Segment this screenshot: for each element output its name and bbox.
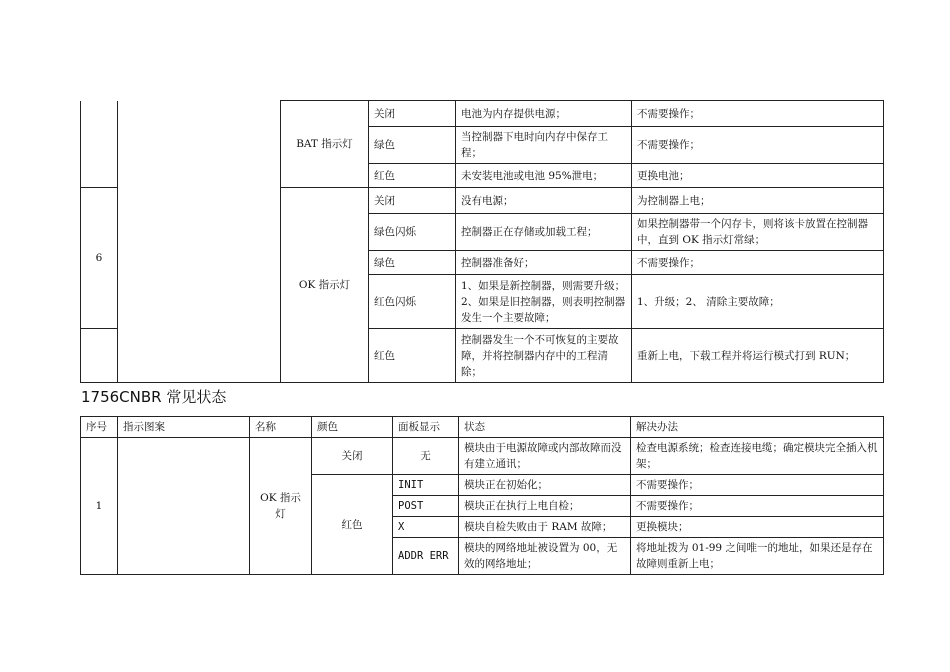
- index-cell: 1: [81, 438, 118, 575]
- color-cell: 红色闪烁: [369, 275, 456, 329]
- status-cell: 模块正在执行上电自检；: [459, 496, 631, 517]
- color-cell: 关闭: [369, 188, 456, 214]
- indicator-pattern-cell: [118, 438, 250, 575]
- solution-cell: 将地址拨为 01-99 之间唯一的地址，如果还是存在故障则重新上电；: [631, 538, 884, 575]
- header-name: 名称: [250, 417, 312, 438]
- color-red-cell: 红色: [312, 475, 393, 575]
- status-cell: 模块由于电源故障或内部故障而没有建立通讯；: [459, 438, 631, 475]
- status-cell: 电池为内存提供电源；: [456, 101, 632, 127]
- ok-indicator-name: OK 指示灯: [250, 438, 312, 575]
- controller-status-table: [80, 100, 884, 383]
- ok-indicator-name: OK 指示灯: [281, 188, 369, 383]
- color-cell: 绿色: [369, 127, 456, 164]
- bat-indicator-name: BAT 指示灯: [281, 101, 369, 188]
- solution-cell: 如果控制器带一个闪存卡，则将该卡放置在控制器中，直到 OK 指示灯常绿；: [632, 214, 884, 251]
- solution-cell: 不需要操作；: [631, 475, 884, 496]
- solution-cell: 不需要操作；: [632, 101, 884, 127]
- display-cell: X: [393, 517, 459, 538]
- color-cell: 绿色闪烁: [369, 214, 456, 251]
- status-cell: 模块的网络地址被设置为 00，无效的网络地址；: [459, 538, 631, 575]
- header-status: 状态: [459, 417, 631, 438]
- index-cell-empty: [81, 329, 118, 383]
- indicator-pattern-cell: [118, 101, 281, 383]
- index-cell-empty: [81, 101, 118, 188]
- display-cell: POST: [393, 496, 459, 517]
- display-cell: ADDR ERR: [393, 538, 459, 575]
- color-cell: 红色: [369, 329, 456, 383]
- solution-cell: 1、升级；2、 清除主要故障；: [632, 275, 884, 329]
- header-color: 颜色: [312, 417, 393, 438]
- solution-cell: 检查电源系统；检查连接电缆；确定模块完全插入机架；: [631, 438, 884, 475]
- solution-cell: 更换模块；: [631, 517, 884, 538]
- display-cell: 无: [393, 438, 459, 475]
- solution-cell: 更换电池；: [632, 164, 884, 188]
- status-cell: 模块正在初始化；: [459, 475, 631, 496]
- header-pattern: 指示图案: [118, 417, 250, 438]
- status-cell: 控制器正在存储或加载工程；: [456, 214, 632, 251]
- index-cell: 6: [81, 188, 118, 329]
- color-cell: 红色: [369, 164, 456, 188]
- solution-cell: 不需要操作；: [632, 251, 884, 275]
- status-cell: 没有电源；: [456, 188, 632, 214]
- solution-cell: 重新上电，下载工程并将运行模式打到 RUN；: [632, 329, 884, 383]
- header-index: 序号: [81, 417, 118, 438]
- solution-cell: 不需要操作；: [631, 496, 884, 517]
- status-cell: 1、如果是新控制器，则需要升级；2、如果是旧控制器，则表明控制器发生一个主要故障；: [456, 275, 632, 329]
- solution-cell: 不需要操作；: [632, 127, 884, 164]
- header-display: 面板显示: [393, 417, 459, 438]
- status-cell: 控制器发生一个不可恢复的主要故障，并将控制器内存中的工程清除；: [456, 329, 632, 383]
- status-cell: 当控制器下电时向内存中保存工程；: [456, 127, 632, 164]
- header-solution: 解决办法: [631, 417, 884, 438]
- color-off-cell: 关闭: [312, 438, 393, 475]
- status-cell: 未安装电池或电池 95%泄电；: [456, 164, 632, 188]
- cnbr-status-table: [80, 416, 884, 575]
- status-cell: 模块自检失败由于 RAM 故障；: [459, 517, 631, 538]
- solution-cell: 为控制器上电；: [632, 188, 884, 214]
- color-cell: 关闭: [369, 101, 456, 127]
- color-cell: 绿色: [369, 251, 456, 275]
- section-title: 1756CNBR 常见状态: [81, 388, 227, 406]
- display-cell: INIT: [393, 475, 459, 496]
- status-cell: 控制器准备好；: [456, 251, 632, 275]
